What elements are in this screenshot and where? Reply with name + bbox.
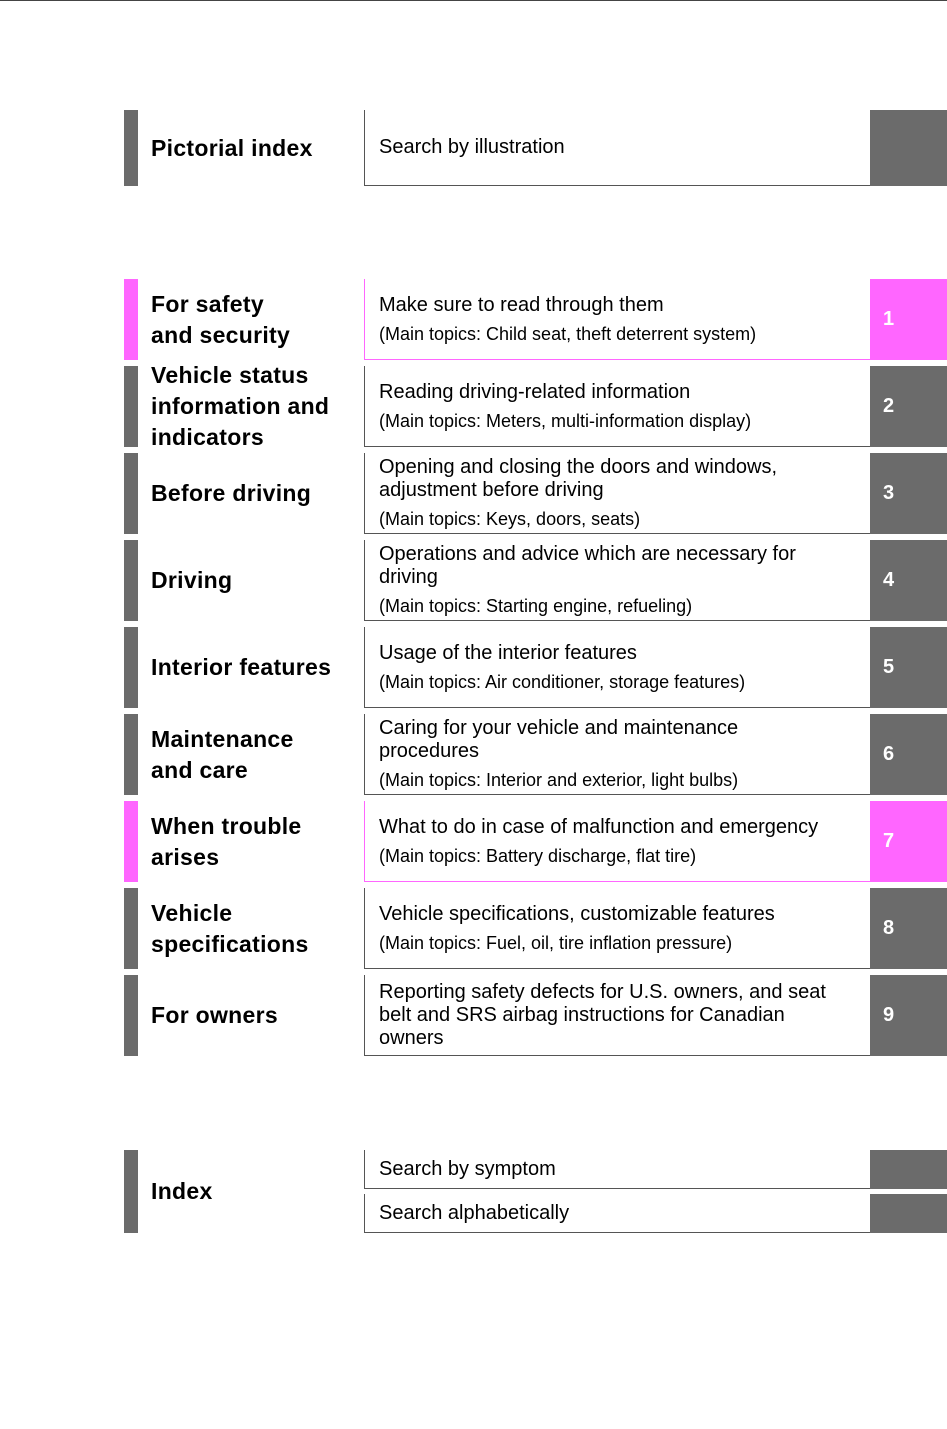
chapter-description: Reporting safety defects for U.S. owners, and seat belt and SRS airbag instructions for Canadian owners (379, 980, 826, 1049)
chapter-description-box[interactable] (364, 801, 870, 882)
chapter-title: Before driving (151, 480, 312, 506)
chapter-number-tab[interactable]: 3 (870, 453, 947, 534)
chapter-main-topics: (Main topics: Meters, multi-information display) (379, 410, 752, 431)
chapter-row[interactable] (0, 975, 947, 1056)
section-marker (124, 279, 138, 360)
chapter-description: Caring for your vehicle and maintenance procedures (379, 717, 739, 762)
chapter-description: Operations and advice which are necessary for driving (379, 543, 796, 588)
chapter-number-tab[interactable]: 6 (870, 714, 947, 795)
chapter-row[interactable] (0, 801, 947, 882)
chapter-description: Opening and closing the doors and windows, adjustment before driving (379, 456, 778, 501)
chapter-description-box[interactable] (364, 279, 870, 360)
index-title: Index (151, 1178, 213, 1204)
chapter-title: Vehicle specifications (151, 899, 309, 957)
pictorial-index-desc: Search by illustration (379, 136, 565, 158)
chapter-number-tab[interactable]: 8 (870, 888, 947, 969)
chapter-number-tab[interactable]: 9 (870, 975, 947, 1056)
search-alphabetically-link[interactable]: Search alphabetically (364, 1194, 870, 1233)
chapter-description: Usage of the interior features (379, 641, 637, 664)
index-alphabetical-tab[interactable] (870, 1194, 947, 1233)
section-marker (124, 540, 138, 621)
section-marker (124, 110, 138, 186)
section-marker (124, 627, 138, 708)
section-marker (124, 1150, 138, 1233)
index-symptom-row[interactable] (364, 1150, 947, 1189)
chapter-title: Vehicle status information and indicators (151, 362, 330, 450)
chapter-description: Reading driving-related information (379, 380, 691, 403)
chapter-main-topics: (Main topics: Child seat, theft deterrent system) (379, 323, 757, 344)
section-marker (124, 801, 138, 882)
chapter-row[interactable] (0, 888, 947, 969)
section-marker (124, 888, 138, 969)
chapter-number-tab[interactable]: 7 (870, 801, 947, 882)
chapter-main-topics: (Main topics: Battery discharge, flat tire) (379, 845, 697, 866)
chapter-row[interactable] (0, 362, 947, 450)
index-symptom-tab[interactable] (870, 1150, 947, 1189)
chapter-row[interactable] (0, 279, 947, 360)
pictorial-index-box[interactable] (364, 110, 870, 186)
section-marker (124, 975, 138, 1056)
chapter-description-box[interactable] (364, 714, 870, 795)
chapter-description: What to do in case of malfunction and emergency (379, 815, 819, 838)
search-by-symptom-link[interactable]: Search by symptom (364, 1150, 870, 1189)
chapter-main-topics: (Main topics: Air conditioner, storage features) (379, 671, 746, 692)
chapter-description-box[interactable] (364, 540, 870, 621)
pictorial-index-row[interactable] (0, 110, 947, 186)
chapter-description: Make sure to read through them (379, 293, 664, 316)
section-marker (124, 714, 138, 795)
chapter-main-topics: (Main topics: Interior and exterior, light bulbs) (379, 770, 739, 790)
chapter-description-box[interactable] (364, 453, 870, 534)
chapter-main-topics: (Main topics: Starting engine, refueling) (379, 596, 693, 616)
chapter-number-tab[interactable]: 4 (870, 540, 947, 621)
pictorial-index-tab[interactable] (870, 110, 947, 186)
chapter-number-tab[interactable]: 1 (870, 279, 947, 360)
chapter-number-tab[interactable]: 5 (870, 627, 947, 708)
chapter-title: Driving (151, 567, 233, 593)
chapter-title: Maintenance and care (151, 725, 294, 783)
chapter-description-box[interactable] (364, 888, 870, 969)
chapter-number-tab[interactable]: 2 (870, 366, 947, 447)
top-rule (0, 0, 947, 1)
chapter-description-box[interactable] (364, 975, 870, 1056)
chapter-row[interactable] (0, 540, 947, 621)
chapter-description-box[interactable] (364, 366, 870, 447)
section-marker (124, 366, 138, 447)
chapter-title: For owners (151, 1002, 278, 1028)
pictorial-index-title: Pictorial index (151, 134, 313, 161)
chapter-row[interactable] (0, 714, 947, 795)
chapter-row[interactable] (0, 453, 947, 534)
chapter-title: Interior features (151, 654, 332, 680)
chapter-description-box[interactable] (364, 627, 870, 708)
chapter-description: Vehicle specifications, customizable features (379, 902, 775, 925)
section-marker (124, 453, 138, 534)
chapter-main-topics: (Main topics: Keys, doors, seats) (379, 509, 641, 529)
index-alphabetical-row[interactable] (364, 1194, 947, 1233)
chapter-title: When trouble arises (151, 812, 302, 870)
chapter-main-topics: (Main topics: Fuel, oil, tire inflation pressure) (379, 932, 733, 953)
chapter-row[interactable] (0, 627, 947, 708)
chapter-title: For safety and security (151, 290, 291, 348)
